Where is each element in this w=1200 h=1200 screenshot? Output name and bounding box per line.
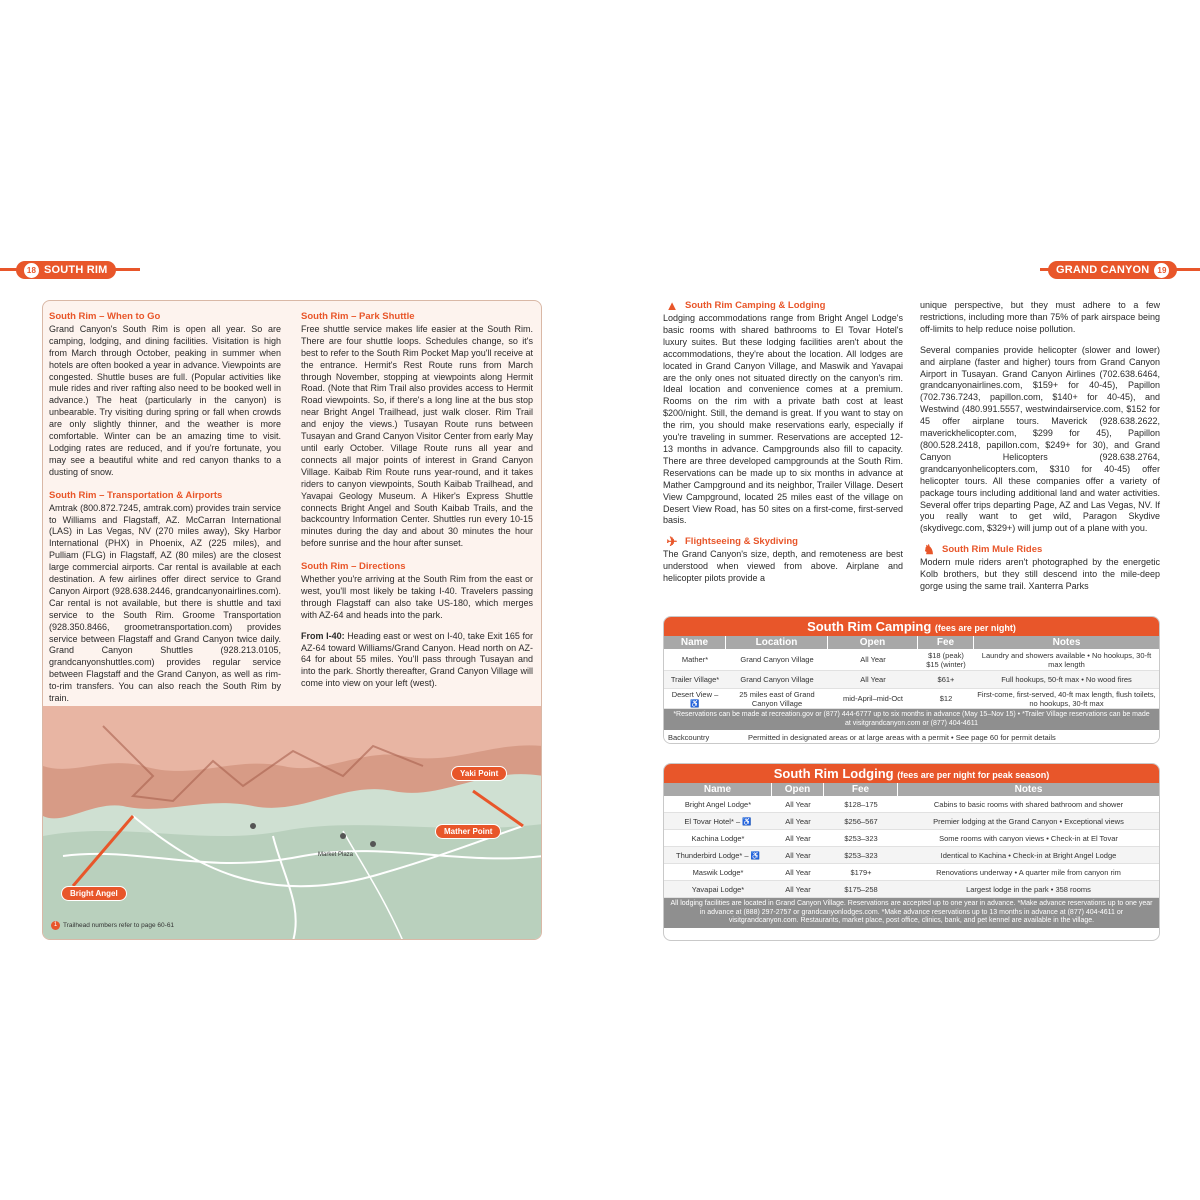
table-cell: Yavapai Lodge* xyxy=(691,884,745,894)
lodging-col-notes: Notes xyxy=(1014,784,1043,795)
helicopter-companies-text: Several companies provide helicopter (slower and lower) and airplane (faster and higher) tours from Grand Canyon Airport in Tusayan. Grand Canyon Airlines (702.638.6464, grandcanyonairlines.com, $159+ for 40-45), Papillon (702.736.7243, papillon.com, $140+ for 40-45), and Westwind (480.991.5557, westwindairservice.com, $152 for 45 offer airplane tours. Maverick (928.638.2622, maverickhelicopter.com, $299 for 45), Papillon (800.528.2418, papillon.com, $249+ for 30), and Grand Canyon Helicopters (928.638.2764, grandcanyonhelicopters.com, $310 for 40-45) offer helicopter tours. All these companies offer a variety of package tours including additional land and water activities. Several offer trips departing Page, AZ and Las Vegas, NV. If you really want to get wild, Paragon Skydive (skydivegc.com, $329+) will jump out of a plane with you. xyxy=(920,344,1160,534)
camping-lodging-title: South Rim Camping & Lodging xyxy=(685,300,826,312)
map-callout-yaki-point: Yaki Point xyxy=(451,766,507,781)
map-callout-bright-angel: Bright Angel xyxy=(61,886,127,901)
table-cell: $256–567 xyxy=(844,816,878,826)
when-to-go-heading: South Rim – When to Go xyxy=(49,311,161,322)
table-cell: Maswik Lodge* xyxy=(692,867,744,877)
table-cell: Thunderbird Lodge* – ♿ xyxy=(676,850,760,860)
lodging-col-fee: Fee xyxy=(824,783,898,796)
map-village-label: Market Plaza xyxy=(318,852,354,858)
table-cell: Full hookups, 50-ft max • No wood fires xyxy=(1001,675,1132,684)
table-cell: Mather* xyxy=(681,655,709,664)
table-cell: El Tovar Hotel* – ♿ xyxy=(684,816,752,826)
table-row xyxy=(664,689,1159,709)
table-cell: All Year xyxy=(785,799,811,809)
table-row xyxy=(664,881,1159,898)
lodging-table xyxy=(663,763,1160,941)
table-row xyxy=(664,864,1159,881)
map-note-text: Trailhead numbers refer to page 60-61 xyxy=(63,922,175,930)
table-cell: Grand Canyon Village xyxy=(740,655,814,664)
camping-table-footer: *Reservations can be made at recreation.gov or (877) 444-6777 up to six months in advance (May 15–Nov 15) • *Trailer Village reservations can be made at visitgrandcanyon.com or (877) 404-4611 xyxy=(664,709,1159,730)
lodging-table-body xyxy=(664,796,1159,898)
backcountry-label: Backcountry xyxy=(668,733,710,742)
park-shuttle-text: Free shuttle service makes life easier at the South Rim. There are four shuttle loops. Schedules change, so it's best to refer to the South Rim Pocket Map you'll receive at the entrance. Hermit's Rest Route runs from March through November, stopping at viewpoints along Hermit Road. (Note that Rim Trail also provides access to Hermit Road viewpoints. So, if there's a long line at the bus stop near Bright Angel Trailhead, just walk closer. Rim Trail and enjoy the views.) Tusayan Route runs between Tusayan and Grand Canyon Visitor Center from early May until early October. Village Route runs all year and connects all major points of interest in Grand Canyon Village. Kaibab Rim Route runs year-round, and it takes riders to canyon viewpoints, South Kaibab Trailhead, and Yavapai Geology Museum. A Hiker's Express Shuttle connects Bright Angel and South Kaibab Trails, and the backcountry Information Center. Shuttles run every 10-15 minutes during the day and about 30 minutes the hour before sunrise and the hour after sunset. xyxy=(301,323,533,549)
table-row xyxy=(664,813,1159,830)
table-cell: $18 (peak) $15 (winter) xyxy=(926,650,966,669)
left-header-title: SOUTH RIM xyxy=(44,264,108,276)
park-shuttle-heading: South Rim – Park Shuttle xyxy=(301,311,415,322)
right-header-title: GRAND CANYON xyxy=(1056,264,1150,276)
table-cell: Premier lodging at the Grand Canyon • Exceptional views xyxy=(933,816,1124,826)
right-column-1 xyxy=(663,300,903,585)
table-cell: First-come, first-served, 40-ft max length, flush toilets, no hookups, 30-ft max xyxy=(977,689,1156,708)
lodging-table-footer: All lodging facilities are located in Grand Canyon Village. Reservations are accepted up to one year in advance. *Make advance reservations up to one year in advance at (888) 297-2757 or grandcanyonlodges.com. *Make advance reservations up to 13 months in advance at (877) 404-4611 or visitgrandcanyon.com. Restaurants, market place, post office, clinics, bank, and pet kennel are available in the village. xyxy=(664,898,1159,928)
when-to-go-text: Grand Canyon's South Rim is open all year. So are camping, lodging, and dining facilities. Visitation is high from March through October, peaking in summer when hotels are often booked a year in advance. Viewpoints are congested. Shuttle buses are full. (Popular activities like mule rides and river rafting also need to be booked well in advance.) The heat (particularly in the canyon) is unbearable. Try visiting during spring or fall when crowds are only slightly thinner, and the weather is more comfortable. Winter can be an amazing time to visit. Lodging rates are reduced, and if you're fortunate, you may see a beautiful white and red canyon thanks to a dusting of snow. xyxy=(49,323,281,477)
table-cell: Laundry and showers available • No hookups, 30-ft max length xyxy=(981,650,1152,669)
map-illustration xyxy=(43,706,542,940)
lodging-table-header xyxy=(664,783,1159,796)
camping-col-open: Open xyxy=(828,636,918,649)
mule-rides-title: South Rim Mule Rides xyxy=(942,544,1043,556)
table-cell: Largest lodge in the park • 358 rooms xyxy=(966,884,1091,894)
directions-heading: South Rim – Directions xyxy=(301,561,406,573)
camping-lodging-text: Lodging accommodations range from Bright Angel Lodge's basic rooms with shared bathrooms to El Tovar Hotel's luxury suites. But these lodging facilities aren't about the accommodations, they're about the location. All lodges are located in Grand Canyon Village, and Maswik and Yavapai are the only ones not situated directly on the canyon's rim. Ideal location and convenience comes at a premium. Rooms on the rim with a private bath cost at least $200/night. Still, the demand is great. If you want to stay on the rim, you should make reservations early, especially if you're traveling in summer. Reservations are accepted 12-13 months in advance. Campgrounds also fill to capacity. There are three developed campgrounds at the South Rim. Reservations can be made up to six months in advance at Mather Campground and its neighbor, Trailer Village. Desert View Campground, located 25 miles east of the village on Desert View Road, has 50 sites on a first-come, first-served basis. xyxy=(663,313,903,526)
table-cell: $179+ xyxy=(850,867,872,877)
map-callout-mather-point: Mather Point xyxy=(435,824,501,839)
helicopter-icon: ✈ xyxy=(666,534,678,550)
table-cell: $61+ xyxy=(937,675,955,684)
table-row xyxy=(664,796,1159,813)
table-cell: Kachina Lodge* xyxy=(691,833,745,843)
mule-rides-text: Modern mule riders aren't photographed by the energetic Kolb brothers, but they still descend into the mile-deep gorge using the same trail. Xanterra Parks xyxy=(920,557,1160,592)
table-cell: Desert View – ♿ xyxy=(671,689,719,708)
left-column-2 xyxy=(301,309,533,690)
trailhead-marker-icon: 1 xyxy=(51,921,60,930)
mule-icon: ♞ xyxy=(923,542,935,558)
camping-table-subtitle: (fees are per night) xyxy=(934,623,1016,633)
mule-rides-heading xyxy=(920,544,1160,556)
camping-table-title xyxy=(664,617,1159,636)
table-cell: $253–323 xyxy=(844,833,878,843)
table-row xyxy=(664,671,1159,689)
table-cell: All Year xyxy=(785,884,811,894)
table-cell: All Year xyxy=(785,867,811,877)
map-trailhead-note xyxy=(51,921,174,930)
table-row xyxy=(664,830,1159,847)
south-rim-map xyxy=(43,706,542,940)
right-column-2 xyxy=(920,300,1160,593)
left-page-number: 18 xyxy=(24,263,39,278)
lodging-table-subtitle: (fees are per night for peak season) xyxy=(897,770,1050,780)
camping-col-location: Location xyxy=(726,636,828,649)
lodging-col-open: Open xyxy=(772,783,824,796)
left-info-panel xyxy=(42,300,542,940)
camping-table-title-text: South Rim Camping xyxy=(807,619,932,634)
lodging-col-name: Name xyxy=(664,783,772,796)
table-row xyxy=(664,649,1159,671)
lodging-table-title xyxy=(664,764,1159,783)
right-page-number: 19 xyxy=(1154,263,1169,278)
table-cell: Trailer Village* xyxy=(670,675,720,684)
camping-lodging-heading xyxy=(663,300,903,312)
table-cell: Renovations underway • A quarter mile from canyon rim xyxy=(936,867,1121,877)
camping-table xyxy=(663,616,1160,744)
table-cell: Bright Angel Lodge* xyxy=(684,799,752,809)
table-cell: mid-April–mid-Oct xyxy=(842,694,903,703)
from-i40-body: Heading east or west on I-40, take Exit 165 for AZ-64 toward Williams/Grand Canyon. Head north on AZ-64 for about 55 miles. You'll pass through Tusayan and into the park. Shortly thereafter, Grand Canyon Village will come into view on your left (west). xyxy=(301,630,533,689)
camping-col-notes: Notes xyxy=(1052,637,1081,648)
table-cell: Some rooms with canyon views • Check-in at El Tovar xyxy=(939,833,1118,843)
table-cell: $12 xyxy=(939,694,953,703)
table-cell: All Year xyxy=(860,675,886,684)
table-cell: 25 miles east of Grand Canyon Village xyxy=(739,689,815,708)
backcountry-text: Permitted in designated areas or at large areas with a permit • See page 60 for permit details xyxy=(748,733,1056,742)
flightseeing-text: The Grand Canyon's size, depth, and remoteness are best understood when viewed from above. Airplane and helicopter pilots provide a xyxy=(663,549,903,584)
table-cell: Identical to Kachina • Check-in at Bright Angel Lodge xyxy=(940,850,1117,860)
directions-text: Whether you're arriving at the South Rim from the east or west, you'll most likely be taking I-40. Travelers passing through Flagstaff can also take US-180, which merges with AZ-64 and heads into the park. xyxy=(301,574,533,620)
tent-icon: ▲ xyxy=(665,298,679,313)
camping-col-fee: Fee xyxy=(918,636,974,649)
camping-table-header xyxy=(664,636,1159,649)
transportation-heading: South Rim – Transportation & Airports xyxy=(49,489,223,501)
table-cell: All Year xyxy=(785,816,811,826)
left-column-1 xyxy=(49,309,281,705)
table-cell: Grand Canyon Village xyxy=(740,675,814,684)
table-cell: $253–323 xyxy=(844,850,878,860)
table-row xyxy=(664,847,1159,864)
table-cell: All Year xyxy=(860,655,886,664)
camping-col-name: Name xyxy=(664,636,726,649)
left-header-tab xyxy=(16,261,116,279)
right-header-tab xyxy=(1048,261,1177,279)
flightseeing-continued-text: unique perspective, but they must adhere to a few restrictions, including more than 75% of park airspace being off-limits to help reduce noise pollution. xyxy=(920,300,1160,334)
table-cell: $128–175 xyxy=(844,799,878,809)
table-cell: All Year xyxy=(785,833,811,843)
from-i40-text xyxy=(301,631,533,691)
from-i40-lead: From I-40: xyxy=(301,630,345,641)
lodging-table-title-text: South Rim Lodging xyxy=(773,766,894,781)
transportation-text: Amtrak (800.872.7245, amtrak.com) provides train service to Williams and Flagstaff, AZ. McCarran International (LAS) in Las Vegas, NV (270 miles away), Sky Harbor International (PHX) in Phoenix, AZ (225 miles), and Pulliam (FLG) in Flagstaff, AZ (80 miles) are the closest large commercial airports. Car rental is available at each destination. A few airlines offer direct service to Grand Canyon Airport (928.638.2446, grandcanyonairlines.com). Car rental is not available, but there is shuttle and taxi service to the South Rim. Groome Transportation (928.350.8466, groometransportation.com) provides service between Flagstaff and Grand Canyon twice daily. Grand Canyon Shuttles (928.213.0105, grandcanyonshuttles.com) provides regular service between Flagstaff and the Grand Canyon, as well as rim-to-rim transfers. You can also reach the South Rim by train. xyxy=(49,502,281,704)
backcountry-row xyxy=(664,730,1159,744)
table-cell: All Year xyxy=(785,850,811,860)
flightseeing-heading xyxy=(663,536,903,548)
table-cell: $175–258 xyxy=(844,884,878,894)
table-cell: Cabins to basic rooms with shared bathroom and shower xyxy=(933,799,1124,809)
flightseeing-title: Flightseeing & Skydiving xyxy=(685,536,798,548)
camping-table-body xyxy=(664,649,1159,709)
